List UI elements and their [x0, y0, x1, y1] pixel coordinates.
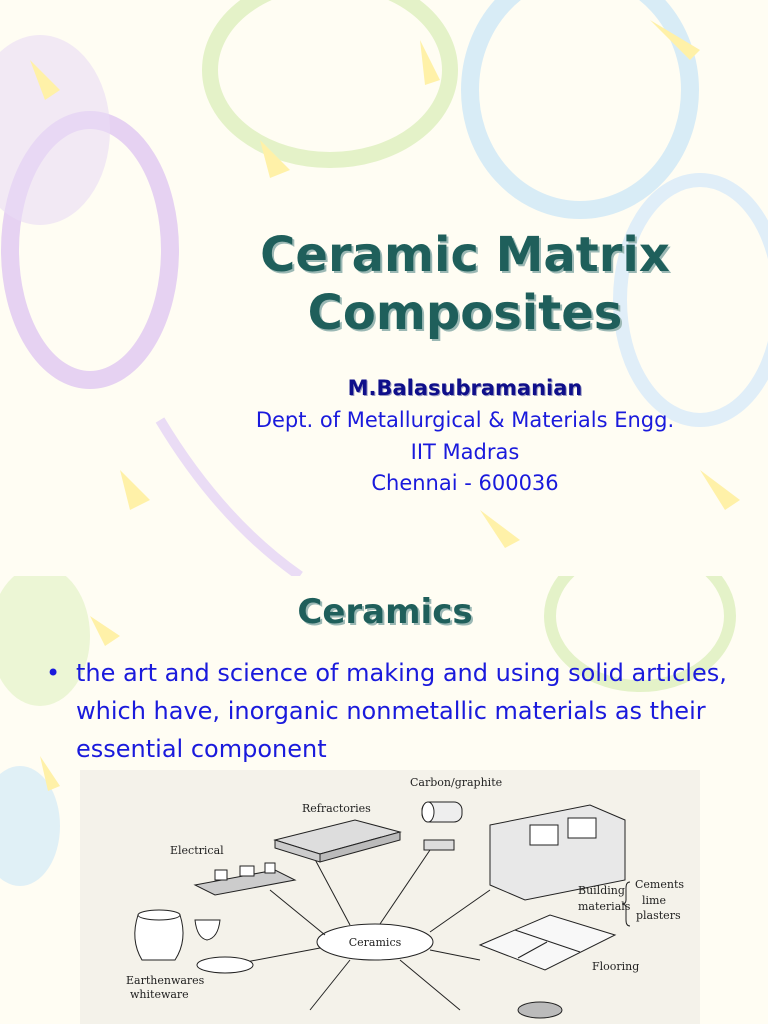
label-ceramics: Ceramics	[348, 936, 402, 949]
bullet-dot: •	[46, 659, 61, 687]
author-name: M.Balasubramanian	[347, 376, 583, 400]
label-building: Building	[578, 884, 625, 897]
affiliation-city: Chennai - 600036	[371, 471, 559, 495]
label-refractories: Refractories	[302, 802, 371, 815]
presentation-title	[200, 226, 730, 342]
label-plasters: plasters	[636, 909, 681, 922]
ceramics-classification-figure	[80, 770, 700, 1024]
label-lime: lime	[642, 894, 666, 907]
slide-title: Ceramics	[297, 592, 473, 632]
label-whiteware: whiteware	[130, 988, 189, 1001]
gravel-shape	[518, 1002, 562, 1018]
title-line-1: Ceramic Matrix	[260, 227, 670, 283]
label-cements: Cements	[635, 878, 685, 891]
vase-shape	[135, 915, 183, 960]
title-line-2: Composites	[307, 285, 623, 341]
label-electrical: Electrical	[170, 844, 224, 857]
label-materials: materials	[578, 900, 631, 913]
affiliation-institute: IIT Madras	[410, 440, 520, 464]
plate-shape	[197, 957, 253, 973]
affiliation-department: Dept. of Metallurgical & Materials Engg.	[255, 408, 675, 432]
label-carbon: Carbon/graphite	[410, 776, 503, 789]
label-flooring: Flooring	[592, 960, 640, 973]
definition-text: the art and science of making and using solid articles, which have, inorganic nonmetallic materials as their essential component	[76, 659, 727, 763]
label-earthenwares: Earthenwares	[126, 974, 205, 987]
